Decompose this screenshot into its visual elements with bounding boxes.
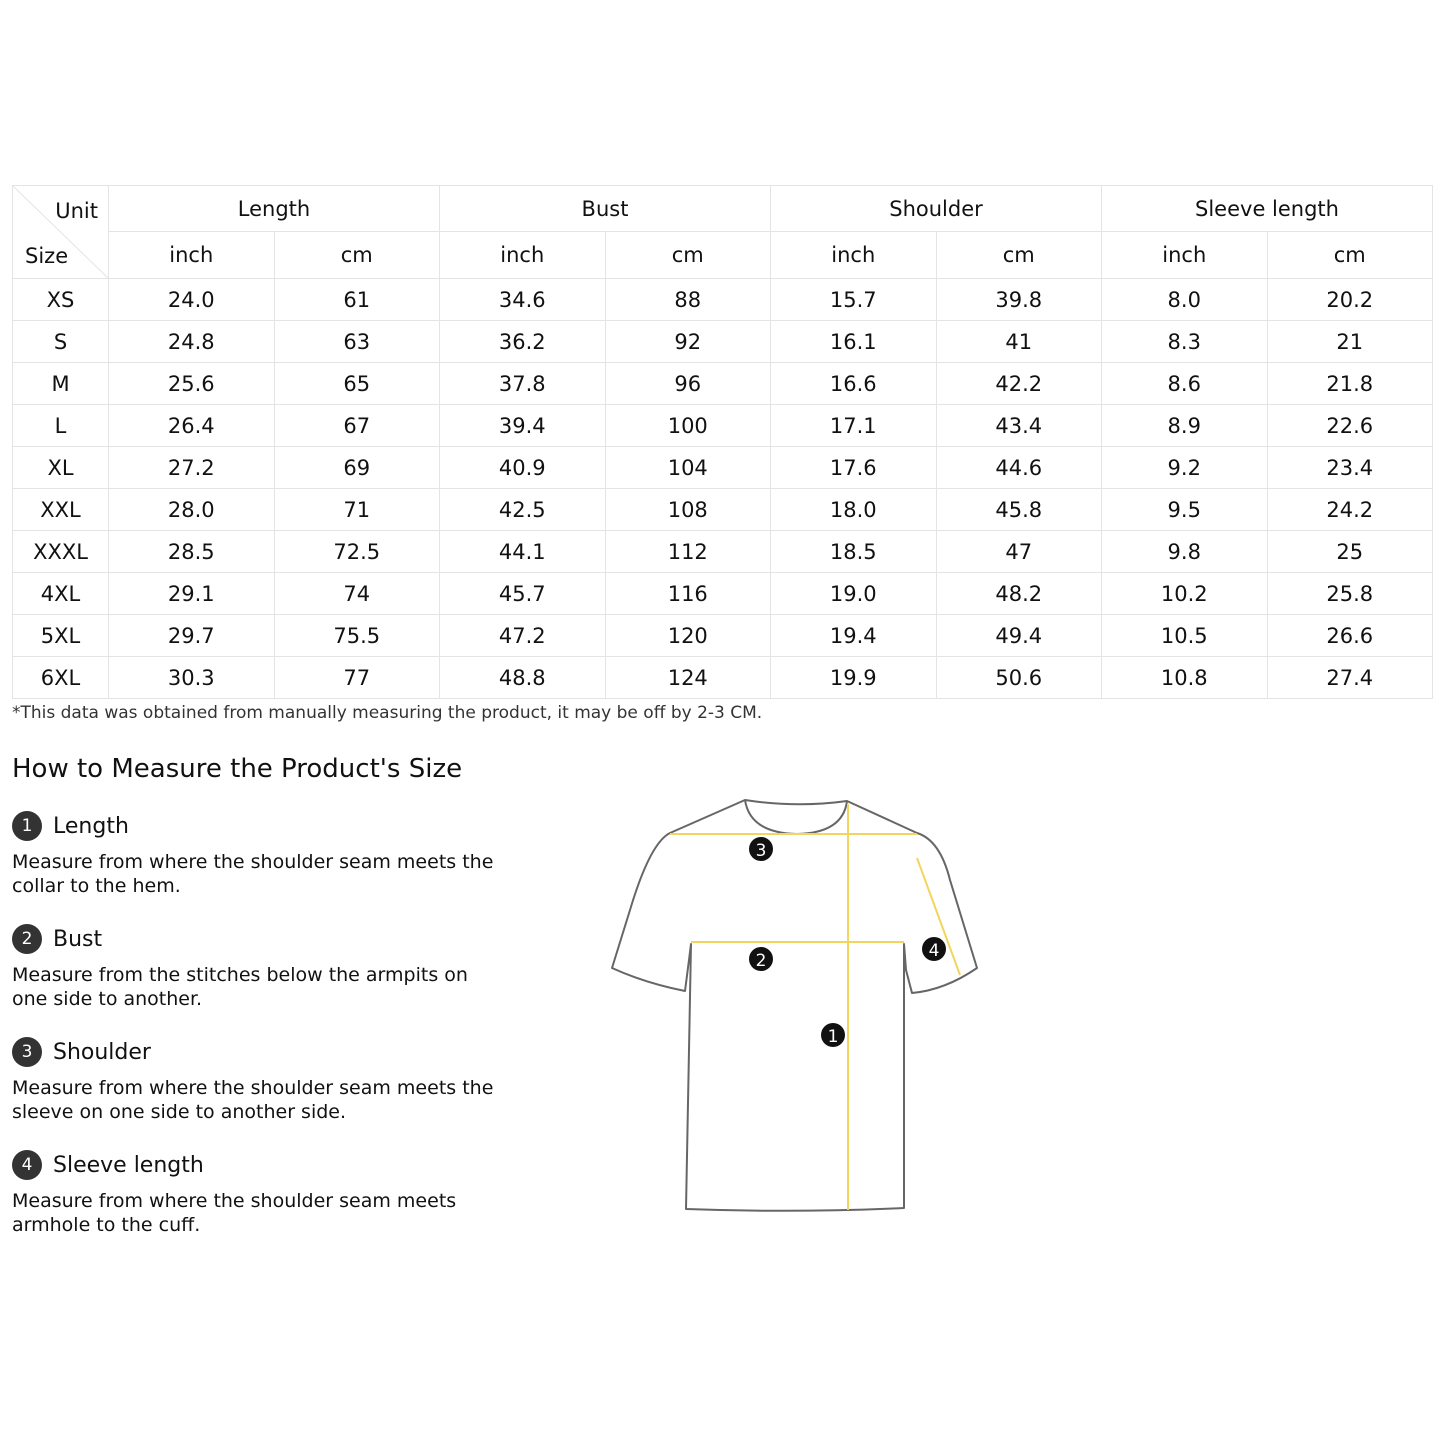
- size-cell: XS: [13, 279, 109, 321]
- table-cell: 30.3: [109, 657, 275, 699]
- size-cell: 6XL: [13, 657, 109, 699]
- unit-header: cm: [274, 232, 440, 279]
- table-cell: 26.4: [109, 405, 275, 447]
- tshirt-diagram: [600, 790, 1000, 1220]
- table-cell: 20.2: [1267, 279, 1433, 321]
- size-cell: M: [13, 363, 109, 405]
- table-cell: 48.2: [936, 573, 1102, 615]
- unit-header: inch: [440, 232, 606, 279]
- how-to-measure-title: How to Measure the Product's Size: [12, 754, 463, 784]
- table-cell: 36.2: [440, 321, 606, 363]
- table-cell: 44.1: [440, 531, 606, 573]
- table-cell: 40.9: [440, 447, 606, 489]
- step-description: Measure from where the shoulder seam meets the sleeve on one side to another side.: [12, 1077, 494, 1123]
- table-cell: 9.8: [1102, 531, 1268, 573]
- table-row: [13, 321, 1433, 363]
- table-cell: 67: [274, 405, 440, 447]
- unit-header: inch: [771, 232, 937, 279]
- table-cell: 25.6: [109, 363, 275, 405]
- table-cell: 27.2: [109, 447, 275, 489]
- table-cell: 61: [274, 279, 440, 321]
- table-cell: 24.8: [109, 321, 275, 363]
- table-cell: 8.0: [1102, 279, 1268, 321]
- table-cell: 24.2: [1267, 489, 1433, 531]
- size-chart-table: [12, 185, 1433, 699]
- table-cell: 75.5: [274, 615, 440, 657]
- tshirt-outline: [612, 800, 977, 1211]
- marker-4-label: 4: [928, 941, 940, 961]
- table-cell: 34.6: [440, 279, 606, 321]
- table-cell: 112: [605, 531, 771, 573]
- table-cell: 104: [605, 447, 771, 489]
- step-bust: [12, 923, 512, 1011]
- table-cell: 77: [274, 657, 440, 699]
- table-cell: 41: [936, 321, 1102, 363]
- table-row: [13, 363, 1433, 405]
- unit-header: cm: [605, 232, 771, 279]
- table-cell: 19.9: [771, 657, 937, 699]
- table-cell: 22.6: [1267, 405, 1433, 447]
- step-number-badge: 4: [12, 1150, 42, 1180]
- table-cell: 108: [605, 489, 771, 531]
- size-cell: 4XL: [13, 573, 109, 615]
- unit-header: cm: [1267, 232, 1433, 279]
- header-length: Length: [109, 186, 440, 232]
- table-cell: 21.8: [1267, 363, 1433, 405]
- header-shoulder: Shoulder: [771, 186, 1102, 232]
- table-cell: 15.7: [771, 279, 937, 321]
- table-row: [13, 405, 1433, 447]
- table-cell: 24.0: [109, 279, 275, 321]
- step-shoulder: [12, 1036, 512, 1124]
- table-cell: 39.4: [440, 405, 606, 447]
- table-cell: 74: [274, 573, 440, 615]
- table-row: [13, 489, 1433, 531]
- table-cell: 8.3: [1102, 321, 1268, 363]
- table-cell: 69: [274, 447, 440, 489]
- table-cell: 17.1: [771, 405, 937, 447]
- table-cell: 25: [1267, 531, 1433, 573]
- table-cell: 92: [605, 321, 771, 363]
- table-cell: 88: [605, 279, 771, 321]
- table-cell: 25.8: [1267, 573, 1433, 615]
- measurement-disclaimer: *This data was obtained from manually measuring the product, it may be off by 2-3 CM.: [12, 703, 763, 723]
- step-number-badge: 1: [12, 811, 42, 841]
- table-cell: 120: [605, 615, 771, 657]
- table-cell: 23.4: [1267, 447, 1433, 489]
- table-cell: 44.6: [936, 447, 1102, 489]
- table-cell: 28.0: [109, 489, 275, 531]
- table-cell: 71: [274, 489, 440, 531]
- table-cell: 28.5: [109, 531, 275, 573]
- table-cell: 9.5: [1102, 489, 1268, 531]
- size-cell: L: [13, 405, 109, 447]
- table-cell: 10.5: [1102, 615, 1268, 657]
- table-cell: 42.2: [936, 363, 1102, 405]
- table-cell: 17.6: [771, 447, 937, 489]
- table-cell: 16.6: [771, 363, 937, 405]
- table-cell: 47.2: [440, 615, 606, 657]
- step-description: Measure from where the shoulder seam meets the collar to the hem.: [12, 851, 494, 897]
- table-cell: 27.4: [1267, 657, 1433, 699]
- unit-header: inch: [109, 232, 275, 279]
- table-cell: 63: [274, 321, 440, 363]
- table-cell: 100: [605, 405, 771, 447]
- step-sleeve-length: [12, 1149, 512, 1237]
- corner-unit-label: Unit: [55, 199, 98, 223]
- step-title: Length: [53, 813, 129, 839]
- step-title: Sleeve length: [53, 1152, 204, 1178]
- table-cell: 16.1: [771, 321, 937, 363]
- table-cell: 10.2: [1102, 573, 1268, 615]
- table-cell: 42.5: [440, 489, 606, 531]
- step-description: Measure from where the shoulder seam meets armhole to the cuff.: [12, 1190, 457, 1236]
- table-cell: 50.6: [936, 657, 1102, 699]
- step-description: Measure from the stitches below the armpits on one side to another.: [12, 964, 468, 1010]
- table-cell: 48.8: [440, 657, 606, 699]
- table-cell: 19.0: [771, 573, 937, 615]
- table-row: [13, 531, 1433, 573]
- table-cell: 124: [605, 657, 771, 699]
- table-cell: 43.4: [936, 405, 1102, 447]
- table-cell: 10.8: [1102, 657, 1268, 699]
- table-cell: 47: [936, 531, 1102, 573]
- step-length: [12, 810, 512, 898]
- corner-size-label: Size: [25, 244, 69, 268]
- table-cell: 37.8: [440, 363, 606, 405]
- step-title: Bust: [53, 926, 103, 952]
- step-number-badge: 2: [12, 924, 42, 954]
- table-cell: 96: [605, 363, 771, 405]
- table-row: [13, 279, 1433, 321]
- table-cell: 29.1: [109, 573, 275, 615]
- table-cell: 21: [1267, 321, 1433, 363]
- size-cell: XXL: [13, 489, 109, 531]
- table-cell: 49.4: [936, 615, 1102, 657]
- unit-header: cm: [936, 232, 1102, 279]
- table-cell: 45.8: [936, 489, 1102, 531]
- table-row: [13, 447, 1433, 489]
- step-title: Shoulder: [53, 1039, 151, 1065]
- step-number-badge: 3: [12, 1037, 42, 1067]
- table-cell: 72.5: [274, 531, 440, 573]
- table-cell: 18.0: [771, 489, 937, 531]
- size-cell: XXXL: [13, 531, 109, 573]
- table-cell: 26.6: [1267, 615, 1433, 657]
- header-bust: Bust: [440, 186, 771, 232]
- table-cell: 8.6: [1102, 363, 1268, 405]
- table-cell: 29.7: [109, 615, 275, 657]
- table-cell: 45.7: [440, 573, 606, 615]
- table-row: [13, 615, 1433, 657]
- marker-2-label: 2: [755, 951, 767, 971]
- table-cell: 8.9: [1102, 405, 1268, 447]
- header-sleeve-length: Sleeve length: [1102, 186, 1433, 232]
- size-cell: S: [13, 321, 109, 363]
- table-cell: 65: [274, 363, 440, 405]
- table-cell: 9.2: [1102, 447, 1268, 489]
- table-cell: 39.8: [936, 279, 1102, 321]
- table-corner-cell: [13, 186, 109, 279]
- table-row: [13, 573, 1433, 615]
- table-cell: 116: [605, 573, 771, 615]
- table-cell: 18.5: [771, 531, 937, 573]
- size-cell: 5XL: [13, 615, 109, 657]
- table-cell: 19.4: [771, 615, 937, 657]
- size-cell: XL: [13, 447, 109, 489]
- table-row: [13, 657, 1433, 699]
- marker-1-label: 1: [827, 1027, 839, 1047]
- marker-3-label: 3: [755, 841, 767, 861]
- unit-header: inch: [1102, 232, 1268, 279]
